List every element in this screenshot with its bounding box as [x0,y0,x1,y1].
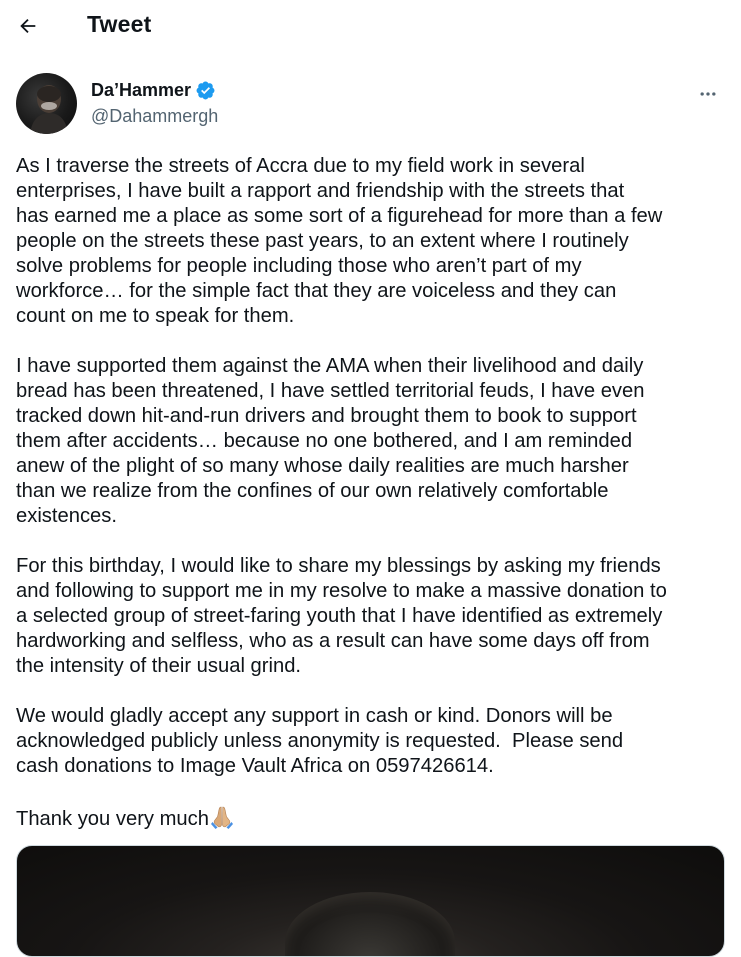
media-photo-subject [285,892,455,957]
tweet-text [16,154,728,857]
avatar-photo [16,73,77,134]
tweet-paragraph: I have supported them against the AMA when their livelihood and daily bread has been threatened, I have settled territorial feuds, I have even tracked down hit-and-run drivers and brought them to book to support them after accidents… because no one bothered, and I am reminded anew of the plight of so many whose daily realities are much harsher than we realize from the confines of our own relatively comfortable existences. [16,355,645,527]
display-name: Da’Hammer [91,80,192,100]
page-title: Tweet [87,11,152,37]
tweet-paragraph: We would gladly accept any support in cash or kind. Donors will be acknowledged publicly unless anonymity is requested. Please send cash donations to Image Vault Africa on 0597426614. [16,705,624,777]
tweet-paragraph: As I traverse the streets of Accra due to my field work in several enterprises, I have built a rapport and friendship with the streets that has earned me a place as some sort of a figurehead for more than a few people on the streets these past years, to an extent where I routinely solve problems for people including those who aren’t part of my workforce… for the simple fact that they are voiceless and they can count on me to speak for them. [16,155,663,327]
avatar[interactable] [16,73,77,134]
more-options-button[interactable] [691,77,725,111]
tweet-closing [16,804,728,832]
top-bar [0,0,741,53]
closing-text: Thank you very much [16,808,209,830]
tweet-paragraph: For this birthday, I would like to share my blessings by asking my friends and following to support me in my resolve to make a massive donation to a selected group of street-faring youth that I have identified as extremely hardworking and selfless, who as a result can have some days off from the intensity of their usual grind. [16,555,667,677]
folded-hands-icon [209,804,235,830]
more-horizontal-icon [698,84,718,104]
verified-badge-icon [195,80,216,101]
user-handle[interactable]: @Dahammergh [91,106,219,126]
display-name-link[interactable] [91,80,216,101]
back-button[interactable] [8,6,48,46]
arrow-left-icon [17,15,39,37]
tweet-media-photo[interactable] [16,845,725,957]
tweet-author [16,73,725,135]
